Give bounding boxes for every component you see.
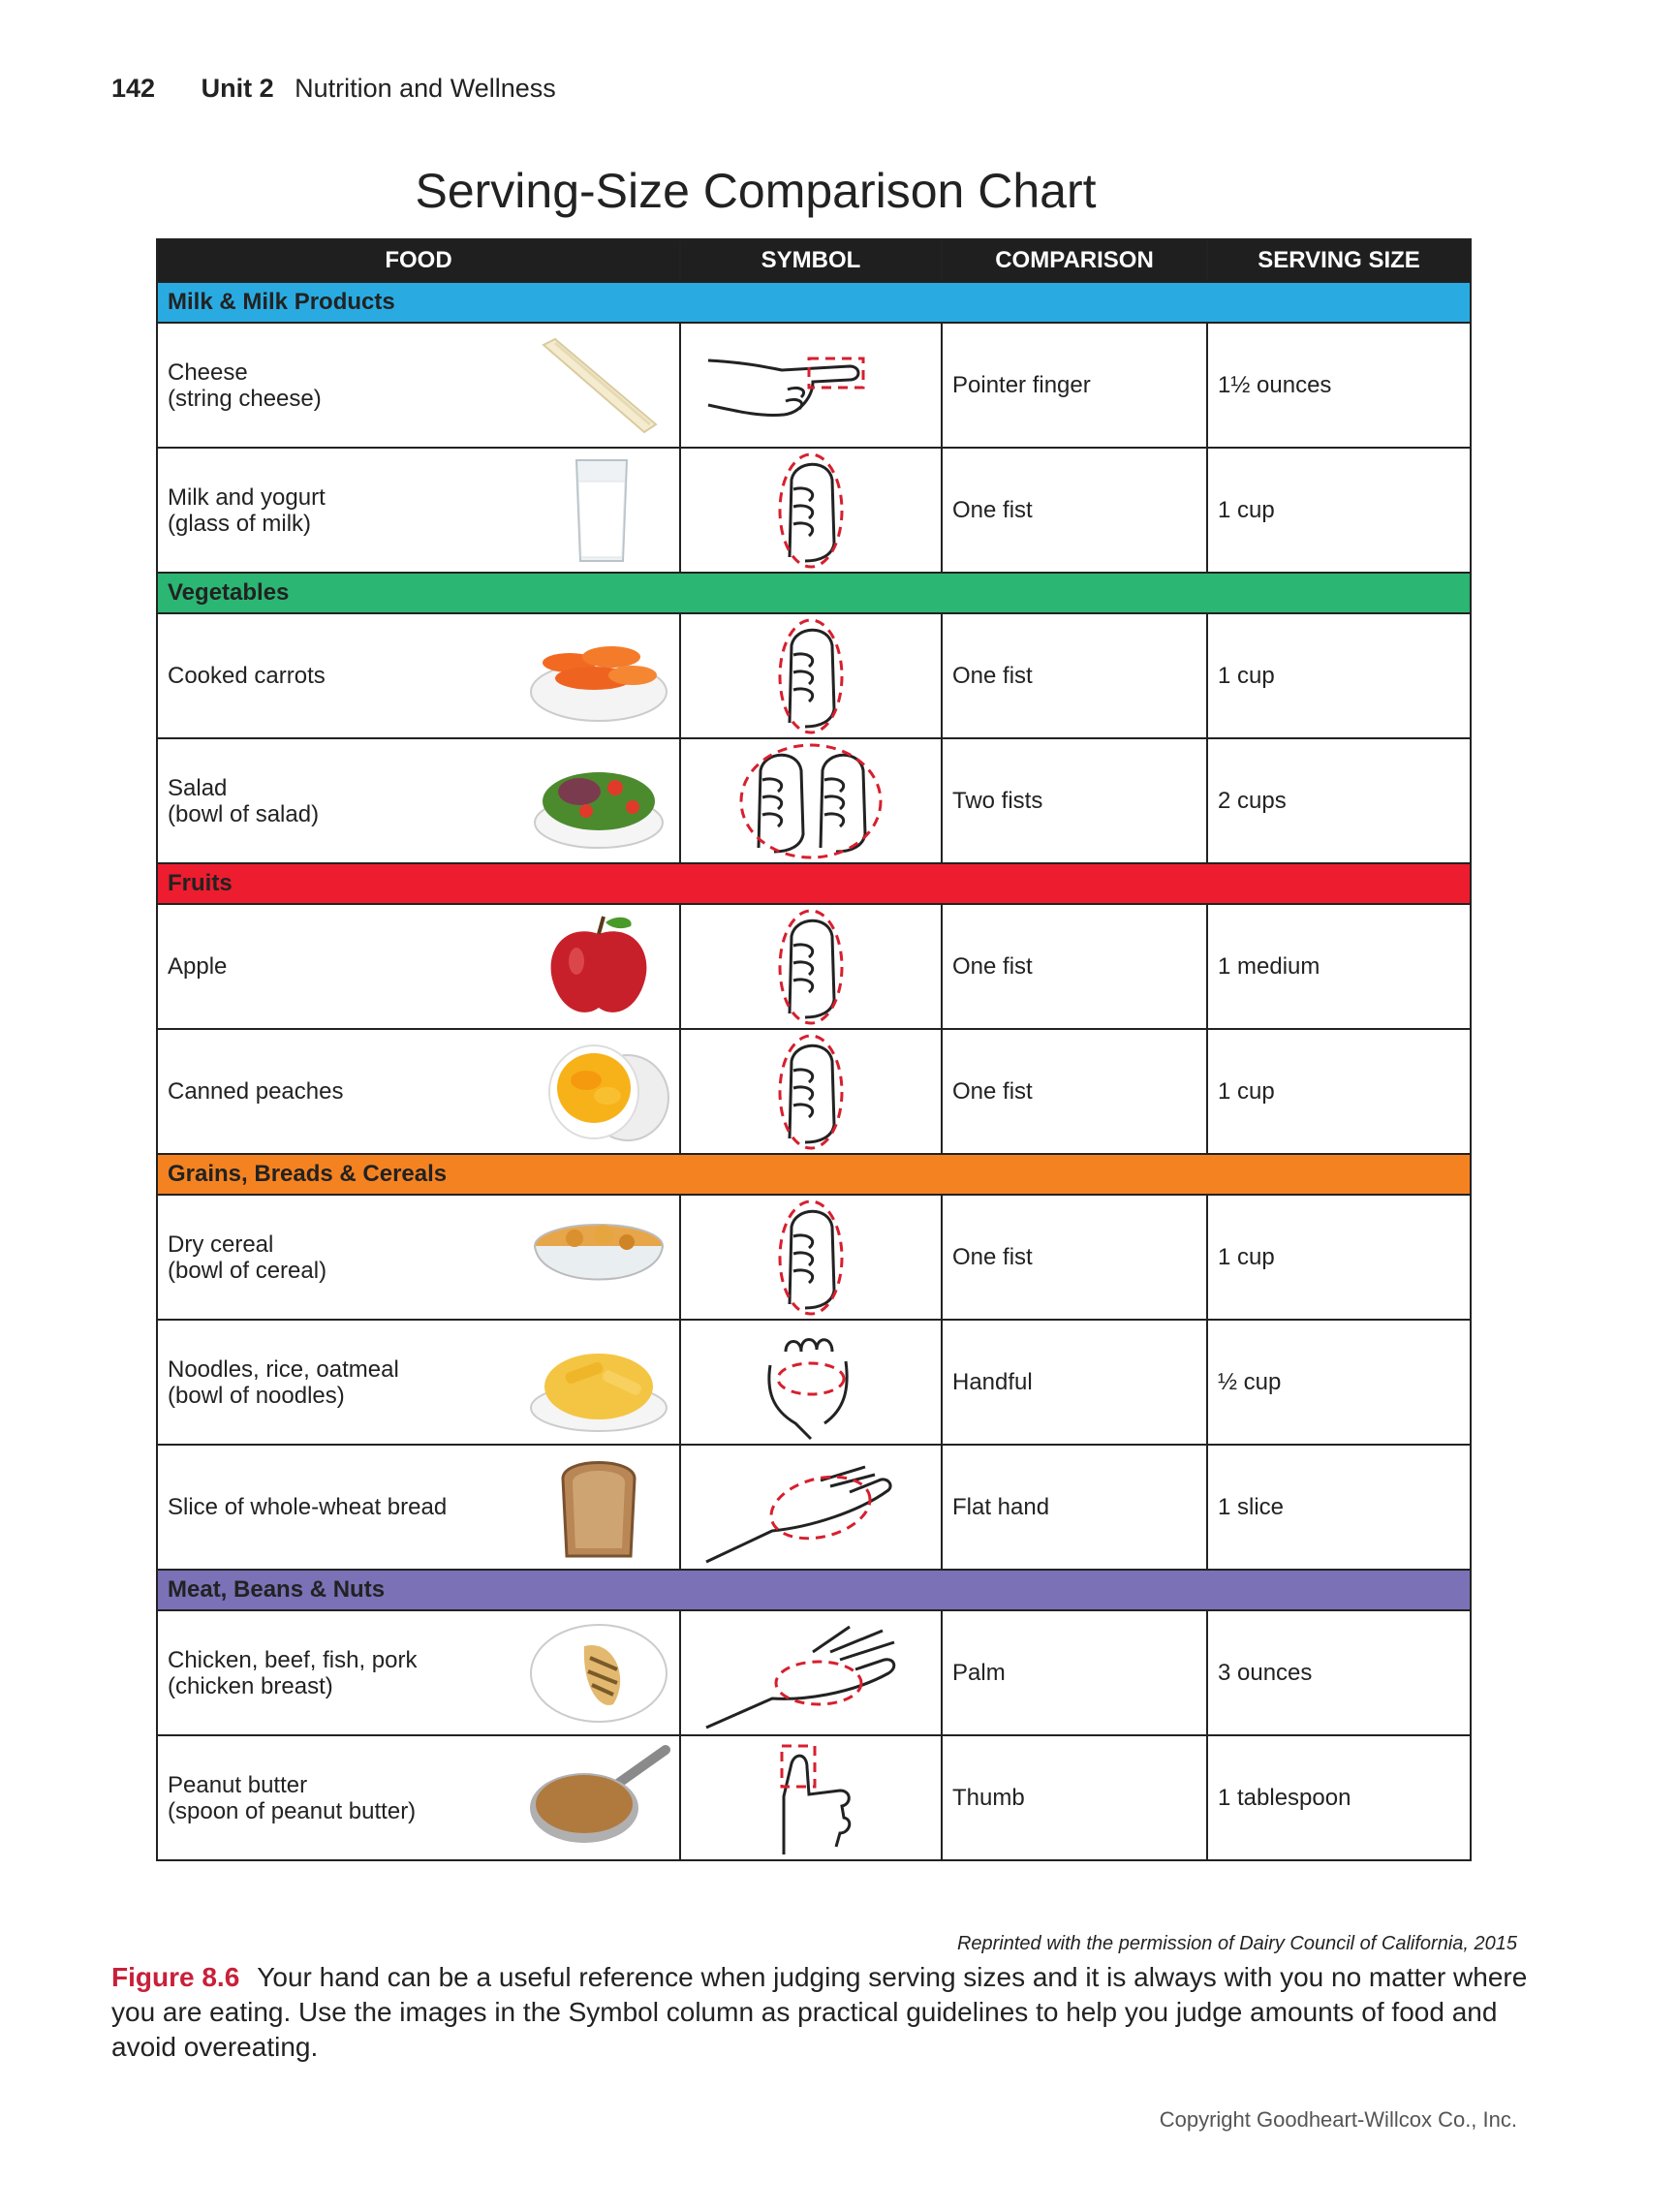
table-row: [157, 613, 1471, 738]
food-example: (chicken breast): [168, 1672, 333, 1699]
cereal-image: [526, 1203, 671, 1312]
peaches-image: [526, 1038, 671, 1146]
serving-size-cell: 1 medium: [1207, 904, 1471, 1029]
comparison-cell: One fist: [942, 1195, 1207, 1320]
pointer-finger-icon: [681, 327, 941, 444]
serving-size-cell: ½ cup: [1207, 1320, 1471, 1445]
food-name: Canned peaches: [168, 1078, 344, 1105]
comparison-cell: One fist: [942, 904, 1207, 1029]
palm-icon: [681, 1613, 941, 1733]
one-fist-icon: [681, 1198, 941, 1318]
comparison-cell: One fist: [942, 613, 1207, 738]
chicken-image: [526, 1619, 671, 1728]
category-row: [157, 282, 1471, 323]
table-row: [157, 1029, 1471, 1154]
serving-size-cell: 1 tablespoon: [1207, 1735, 1471, 1860]
comparison-cell: Flat hand: [942, 1445, 1207, 1570]
food-label: [168, 1078, 487, 1105]
food-cell: [157, 1029, 680, 1154]
salad-image: [526, 747, 671, 856]
food-example: (bowl of cereal): [168, 1257, 327, 1284]
one-fist-icon: [681, 907, 941, 1027]
food-name: Slice of whole-wheat bread: [168, 1494, 448, 1520]
food-cell: [157, 613, 680, 738]
table-row: [157, 1735, 1471, 1860]
food-label: [168, 484, 487, 537]
food-label: [168, 775, 487, 827]
flat-hand-icon: [681, 1448, 941, 1568]
apple-image: [526, 913, 671, 1021]
food-cell: [157, 1735, 680, 1860]
page-number: 142: [111, 74, 156, 103]
food-name: Cooked carrots: [168, 663, 326, 689]
bread-image: [526, 1453, 671, 1562]
figure-caption: [111, 1960, 1536, 2065]
serving-size-cell: 1 cup: [1207, 1029, 1471, 1154]
table-row: [157, 1195, 1471, 1320]
food-cell: [157, 448, 680, 573]
food-label: [168, 663, 487, 689]
serving-size-cell: 1 cup: [1207, 448, 1471, 573]
food-name: Dry cereal: [168, 1231, 274, 1258]
chart-title: Serving-Size Comparison Chart: [415, 164, 1097, 218]
food-cell: [157, 323, 680, 448]
food-name: Peanut butter: [168, 1771, 308, 1798]
category-label: Grains, Breads & Cereals: [157, 1154, 1471, 1195]
food-label: [168, 359, 487, 412]
table-row: [157, 448, 1471, 573]
food-name: Apple: [168, 953, 228, 980]
serving-size-cell: 1 cup: [1207, 1195, 1471, 1320]
comparison-cell: Two fists: [942, 738, 1207, 863]
table-row: [157, 1445, 1471, 1570]
noodles-image: [526, 1328, 671, 1437]
handful-icon: [681, 1323, 941, 1443]
food-example: (string cheese): [168, 385, 322, 412]
one-fist-icon: [681, 451, 941, 571]
credit-line: Reprinted with the permission of Dairy Council of California, 2015: [956, 1933, 1517, 1954]
food-cell: [157, 1610, 680, 1735]
symbol-cell: [680, 1320, 942, 1445]
symbol-cell: [680, 448, 942, 573]
column-header-food: FOOD: [157, 239, 680, 282]
food-label: [168, 1647, 487, 1699]
category-label: Vegetables: [157, 573, 1471, 613]
comparison-cell: One fist: [942, 448, 1207, 573]
category-label: Fruits: [157, 863, 1471, 904]
string-cheese-image: [526, 331, 671, 440]
serving-size-cell: 1 slice: [1207, 1445, 1471, 1570]
symbol-cell: [680, 904, 942, 1029]
symbol-cell: [680, 613, 942, 738]
symbol-cell: [680, 1195, 942, 1320]
symbol-cell: [680, 1029, 942, 1154]
food-example: (spoon of peanut butter): [168, 1797, 417, 1824]
category-label: Meat, Beans & Nuts: [157, 1570, 1471, 1610]
section-title: Nutrition and Wellness: [295, 74, 556, 103]
glass-of-milk-image: [526, 456, 671, 565]
food-name: Cheese: [168, 358, 248, 386]
carrots-image: [526, 622, 671, 731]
symbol-cell: [680, 323, 942, 448]
serving-size-cell: 1 cup: [1207, 613, 1471, 738]
food-name: Chicken, beef, fish, pork: [168, 1646, 418, 1673]
serving-size-cell: 2 cups: [1207, 738, 1471, 863]
food-label: [168, 1356, 487, 1409]
one-fist-icon: [681, 616, 941, 736]
category-row: [157, 573, 1471, 613]
copyright: Copyright Goodheart-Willcox Co., Inc.: [1159, 2107, 1517, 2132]
serving-size-cell: 3 ounces: [1207, 1610, 1471, 1735]
running-head: [111, 74, 556, 104]
food-cell: [157, 1445, 680, 1570]
one-fist-icon: [681, 1032, 941, 1152]
food-label: [168, 953, 487, 980]
symbol-cell: [680, 1445, 942, 1570]
comparison-cell: Thumb: [942, 1735, 1207, 1860]
food-example: (bowl of salad): [168, 800, 320, 827]
food-label: [168, 1494, 487, 1520]
unit-label: Unit 2: [201, 74, 274, 103]
category-row: [157, 1154, 1471, 1195]
category-label: Milk & Milk Products: [157, 282, 1471, 323]
column-header-comparison: COMPARISON: [942, 239, 1207, 282]
table-row: [157, 904, 1471, 1029]
symbol-cell: [680, 1735, 942, 1860]
column-header-symbol: SYMBOL: [680, 239, 942, 282]
table-row: [157, 1320, 1471, 1445]
comparison-cell: One fist: [942, 1029, 1207, 1154]
food-name: Salad: [168, 774, 228, 801]
caption-text: Your hand can be a useful reference when judging serving sizes and it is always with you no matter where you are eating. Use the images in the Symbol column as practical guidelines to help you judge amounts of food and avoid overeating.: [111, 1962, 1528, 2062]
serving-size-cell: 1½ ounces: [1207, 323, 1471, 448]
food-label: [168, 1231, 487, 1284]
table-row: [157, 323, 1471, 448]
food-cell: [157, 738, 680, 863]
comparison-cell: Palm: [942, 1610, 1207, 1735]
category-row: [157, 863, 1471, 904]
column-header-serving-size: SERVING SIZE: [1207, 239, 1471, 282]
food-cell: [157, 904, 680, 1029]
category-row: [157, 1570, 1471, 1610]
food-cell: [157, 1195, 680, 1320]
serving-size-table: [156, 238, 1472, 1861]
food-cell: [157, 1320, 680, 1445]
symbol-cell: [680, 1610, 942, 1735]
peanut-butter-image: [526, 1744, 671, 1853]
food-name: Milk and yogurt: [168, 483, 326, 511]
thumb-icon: [681, 1738, 941, 1858]
table-row: [157, 1610, 1471, 1735]
food-label: [168, 1772, 487, 1824]
figure-label: Figure 8.6: [111, 1962, 240, 1992]
comparison-cell: Pointer finger: [942, 323, 1207, 448]
table-row: [157, 738, 1471, 863]
food-example: (glass of milk): [168, 510, 312, 537]
food-name: Noodles, rice, oatmeal: [168, 1355, 399, 1383]
comparison-cell: Handful: [942, 1320, 1207, 1445]
symbol-cell: [680, 738, 942, 863]
header-row: [157, 239, 1471, 282]
food-example: (bowl of noodles): [168, 1382, 345, 1409]
two-fists-icon: [681, 741, 941, 861]
